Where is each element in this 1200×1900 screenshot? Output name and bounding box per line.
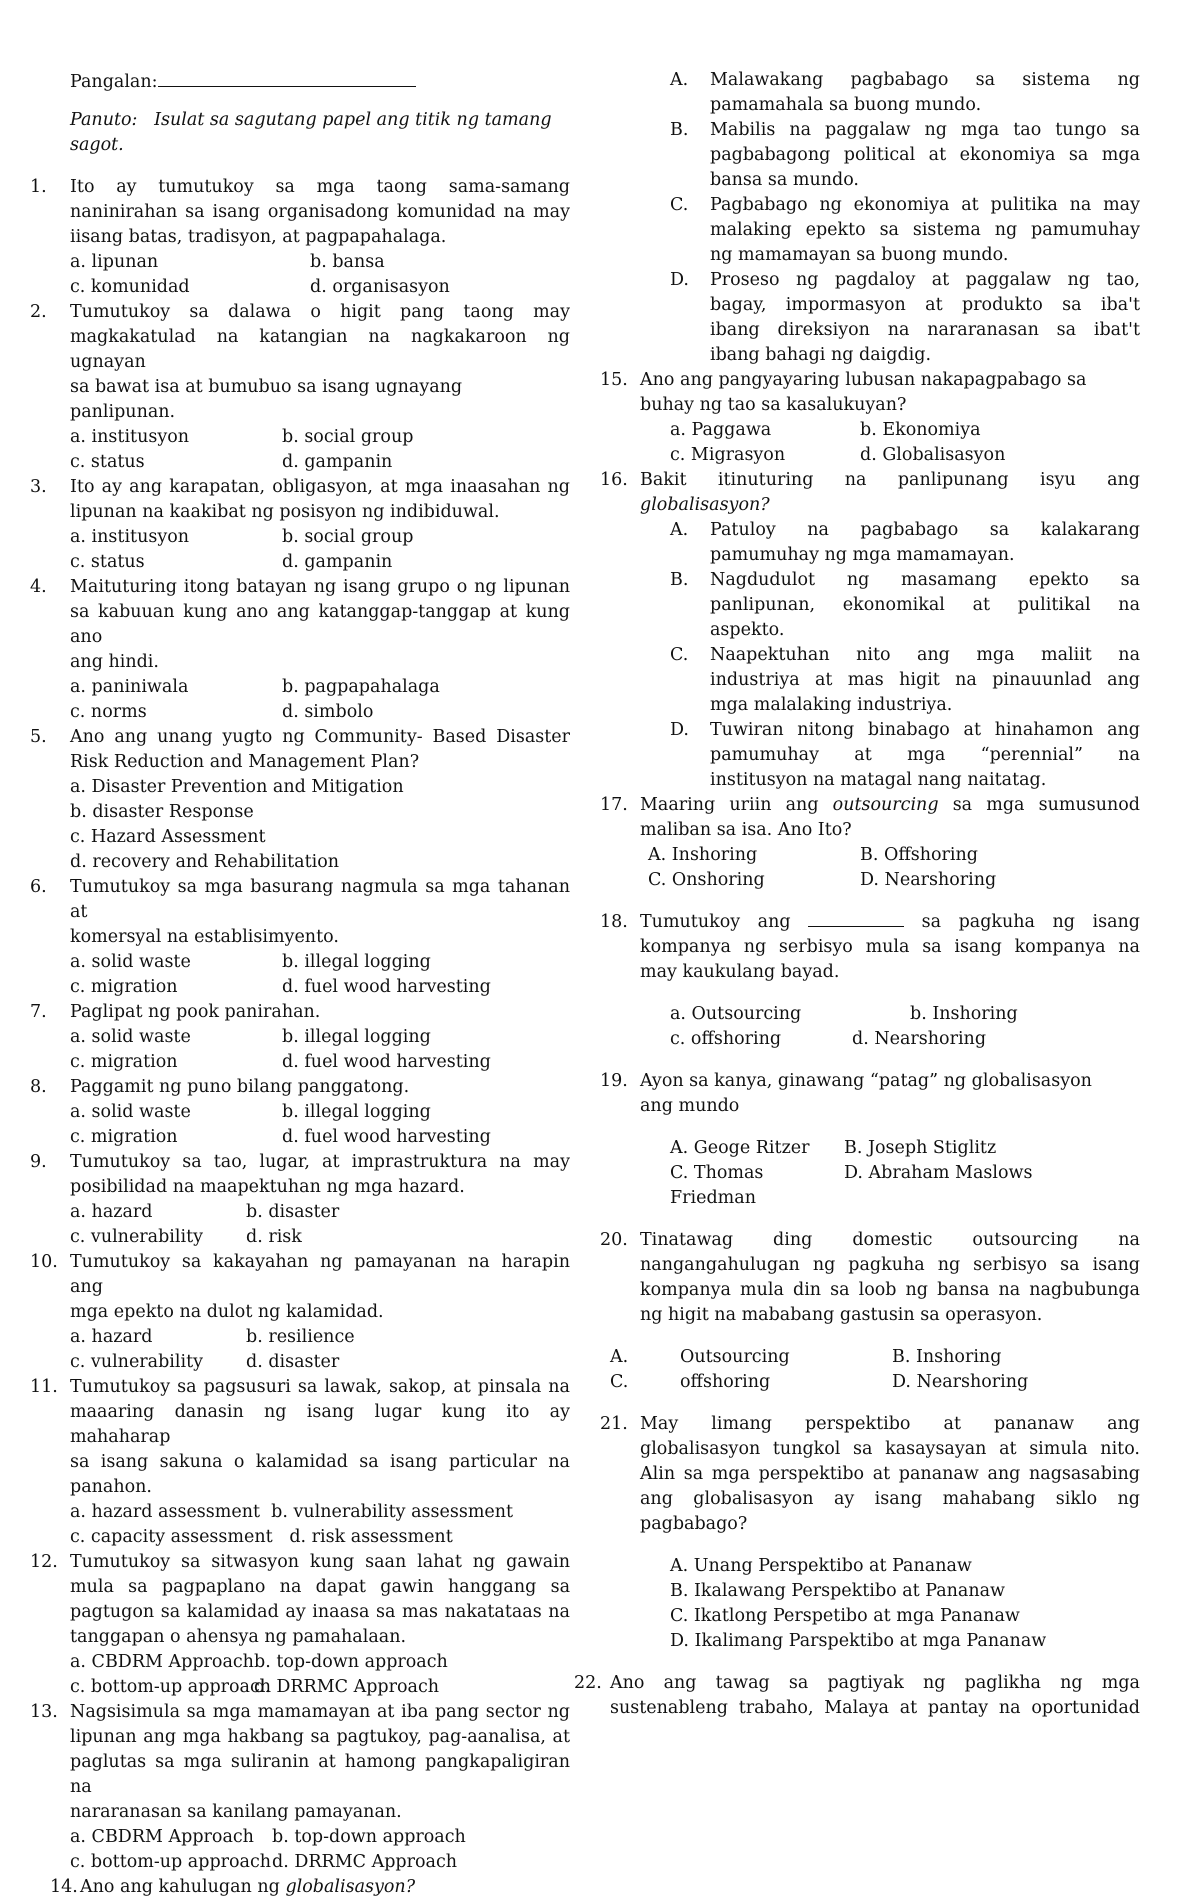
question-number: 5. bbox=[30, 727, 47, 747]
choice-text-block bbox=[710, 193, 1140, 268]
question-text: Tumutukoy ang bbox=[640, 912, 809, 932]
choice-letter: A. bbox=[610, 1347, 629, 1367]
choice[interactable]: C. Onshoring bbox=[648, 870, 765, 890]
choice[interactable]: B. Inshoring bbox=[892, 1347, 1002, 1367]
choice[interactable]: d. recovery and Rehabilitation bbox=[70, 852, 340, 872]
question-text-block bbox=[70, 1550, 570, 1650]
choice-text: ibang bahagi ng daigdig. bbox=[710, 345, 932, 365]
choice-letter: A. bbox=[670, 520, 689, 540]
question-16 bbox=[600, 468, 1140, 518]
choice[interactable]: d. gampanin bbox=[282, 552, 393, 572]
choice-option[interactable] bbox=[670, 568, 1140, 643]
question-number: 16. bbox=[600, 470, 628, 490]
question-text: Maituturing itong batayan ng isang grupo o ng lipunan bbox=[70, 577, 570, 597]
question-4-choices bbox=[70, 675, 570, 725]
right-column bbox=[574, 68, 1141, 1721]
question-text: sa pagkuha ng isang bbox=[904, 912, 1141, 932]
choice-option[interactable] bbox=[670, 68, 1140, 118]
choice[interactable]: d. gampanin bbox=[282, 452, 393, 472]
question-number: 11. bbox=[30, 1377, 58, 1397]
choice[interactable]: B. Offshoring bbox=[860, 845, 978, 865]
question-2-choices bbox=[70, 425, 570, 475]
choice[interactable]: a. CBDRM Approach bbox=[70, 1827, 254, 1847]
choice[interactable]: a. hazard bbox=[70, 1202, 153, 1222]
question-22 bbox=[574, 1671, 1140, 1721]
question-5-choices bbox=[70, 775, 570, 875]
question-text: sa kabuuan kung ano ang katanggap-tanggap at kung ano bbox=[70, 602, 570, 647]
choice[interactable]: B. Joseph Stiglitz bbox=[844, 1138, 997, 1158]
choice-text: Proseso ng pagdaloy at paggalaw ng tao, bbox=[710, 270, 1140, 290]
name-field bbox=[70, 68, 570, 95]
choice[interactable]: D. Abraham Maslows bbox=[844, 1163, 1033, 1183]
question-text: May limang perspektibo at pananaw ang bbox=[640, 1414, 1140, 1434]
choice[interactable]: d. simbolo bbox=[282, 702, 374, 722]
question-11-choices bbox=[70, 1500, 570, 1550]
question-text: Maaring uriin ang bbox=[640, 795, 833, 815]
choice[interactable]: a. Disaster Prevention and Mitigation bbox=[70, 777, 404, 797]
question-text: Alin sa mga perspektibo at pananaw ang nagsasabing bbox=[640, 1464, 1140, 1484]
question-12 bbox=[30, 1550, 570, 1650]
question-text: Ano ang kahulugan ng bbox=[80, 1877, 286, 1897]
choice-text: aspekto. bbox=[710, 620, 785, 640]
question-number: 19. bbox=[600, 1071, 628, 1091]
question-text: pagtugon sa kalamidad ay inaasa sa mas nakatataas na bbox=[70, 1602, 570, 1622]
directions-text-end: sagot. bbox=[70, 135, 124, 155]
question-number: 9. bbox=[30, 1152, 47, 1172]
question-text-block bbox=[70, 300, 570, 425]
choice[interactable]: b. illegal logging bbox=[282, 1102, 431, 1122]
question-text: Ano ang tawag sa pagtiyak ng paglikha ng mga bbox=[610, 1673, 1140, 1693]
question-text-block bbox=[70, 1700, 570, 1825]
question-text: Tumutukoy sa kakayahan ng pamayanan na harapin ang bbox=[70, 1252, 570, 1297]
question-2 bbox=[30, 300, 570, 425]
choice[interactable]: c. bottom-up approach bbox=[70, 1677, 272, 1697]
question-text: nangangahulugan ng pagkuha ng serbisyo sa isang bbox=[640, 1255, 1140, 1275]
question-text: maaaring danasin ng isang lugar kung ito ay mahaharap bbox=[70, 1402, 570, 1447]
choice[interactable]: d. fuel wood harvesting bbox=[282, 1052, 491, 1072]
choice-letter: B. bbox=[670, 570, 689, 590]
choice-text: Malawakang pagbabago sa sistema ng bbox=[710, 70, 1140, 90]
choice-text: ibang direksiyon na nararanasan sa ibat't bbox=[710, 320, 1140, 340]
choice[interactable]: b. illegal logging bbox=[282, 952, 431, 972]
choice-text: Nagdudulot ng masamang epekto sa bbox=[710, 570, 1140, 590]
question-text: ang hindi. bbox=[70, 652, 159, 672]
choice[interactable]: d. DRRMC Approach bbox=[254, 1677, 440, 1697]
choice[interactable]: d. Nearshoring bbox=[852, 1029, 987, 1049]
question-text: Ano ang unang yugto ng Community- Based Disaster bbox=[70, 727, 570, 747]
question-text: ng higit na mababang gastusin sa operasyon. bbox=[640, 1305, 1043, 1325]
choice[interactable]: a. solid waste bbox=[70, 1102, 191, 1122]
question-text: may kaukulang bayad. bbox=[640, 962, 840, 982]
question-19-choices bbox=[640, 1136, 1140, 1211]
question-20 bbox=[600, 1228, 1140, 1328]
question-text: komersyal na establisimyento. bbox=[70, 927, 339, 947]
choice[interactable]: c. status bbox=[70, 452, 145, 472]
choice[interactable]: b. top-down approach bbox=[254, 1652, 448, 1672]
question-3 bbox=[30, 475, 570, 525]
question-6-choices bbox=[70, 950, 570, 1000]
choice[interactable]: a. Paggawa bbox=[670, 420, 772, 440]
choice[interactable]: a. institusyon bbox=[70, 427, 190, 447]
choice[interactable]: D. Ikalimang Parspektibo at mga Pananaw bbox=[670, 1631, 1047, 1651]
question-text: posibilidad na maapektuhan ng mga hazard. bbox=[70, 1177, 465, 1197]
choice[interactable]: b. disaster Response bbox=[70, 802, 254, 822]
choice-text-block bbox=[710, 643, 1140, 718]
question-14 bbox=[50, 1875, 570, 1900]
question-16-choices bbox=[670, 518, 1140, 793]
question-8 bbox=[30, 1075, 570, 1100]
question-11 bbox=[30, 1375, 570, 1500]
question-12-choices bbox=[70, 1650, 570, 1700]
question-text: mga epekto na dulot ng kalamidad. bbox=[70, 1302, 384, 1322]
question-text: Paggamit ng puno bilang panggatong. bbox=[70, 1077, 410, 1097]
question-text: magkakatulad na katangian na nagkakaroon ng ugnayan bbox=[70, 327, 570, 372]
choice[interactable]: a. institusyon bbox=[70, 527, 190, 547]
question-number: 15. bbox=[600, 370, 628, 390]
question-5 bbox=[30, 725, 570, 775]
choice[interactable]: c. bottom-up approach bbox=[70, 1852, 272, 1872]
question-text: Risk Reduction and Management Plan? bbox=[70, 752, 420, 772]
question-text: ang mundo bbox=[640, 1096, 740, 1116]
question-text: ang globalisasyon ay isang mahabang siklo ng bbox=[640, 1489, 1140, 1509]
question-18 bbox=[600, 910, 1140, 985]
question-text-italic: outsourcing bbox=[832, 795, 939, 815]
question-text-italic: globalisasyon? bbox=[640, 495, 770, 515]
question-text-block bbox=[70, 1375, 570, 1500]
question-14-choices bbox=[670, 68, 1140, 368]
choice-option[interactable] bbox=[670, 268, 1140, 368]
question-text: kompanya ng serbisyo mula sa isang kompanya na bbox=[640, 937, 1140, 957]
choice-text: Patuloy na pagbabago sa kalakarang bbox=[710, 520, 1140, 540]
question-text: sa isang sakuna o kalamidad sa isang particular na bbox=[70, 1452, 570, 1472]
choice[interactable]: a. lipunan bbox=[70, 252, 159, 272]
question-6 bbox=[30, 875, 570, 950]
question-number: 14. bbox=[50, 1877, 78, 1897]
question-text: Tumutukoy sa sitwasyon kung saan lahat ng gawain bbox=[70, 1552, 570, 1572]
choice-letter: C. bbox=[670, 195, 689, 215]
choice[interactable]: d. Globalisasyon bbox=[860, 445, 1006, 465]
question-text: Ito ay ang karapatan, obligasyon, at mga inaasahan ng bbox=[70, 477, 570, 497]
choice[interactable]: b. Ekonomiya bbox=[860, 420, 981, 440]
choice[interactable]: b. illegal logging bbox=[282, 1027, 431, 1047]
choice[interactable]: b. top-down approach bbox=[272, 1827, 466, 1847]
question-1-choices bbox=[70, 250, 570, 300]
question-text: sa bawat isa at bumubuo sa isang ugnayang panlipunan. bbox=[70, 377, 463, 422]
question-text: Tumutukoy sa mga basurang nagmula sa mga tahanan at bbox=[70, 877, 570, 922]
question-text: lipunan ang mga hakbang sa pagtukoy, pag-aanalisa, at bbox=[70, 1727, 570, 1747]
question-text: Ito ay tumutukoy sa mga taong sama-samang bbox=[70, 177, 570, 197]
choice-text: pamumuhay at mga “perennial” na bbox=[710, 745, 1140, 765]
question-20-choices bbox=[610, 1345, 1140, 1395]
question-text: maliban sa isa. Ano Ito? bbox=[640, 820, 852, 840]
choice[interactable]: b. social group bbox=[282, 527, 414, 547]
question-number: 7. bbox=[30, 1002, 47, 1022]
question-text: Ayon sa kanya, ginawang “patag” ng globalisasyon bbox=[640, 1071, 1092, 1091]
choice-text: malaking epekto sa sistema ng pamumuhay bbox=[710, 220, 1140, 240]
choice-letter: D. bbox=[670, 720, 689, 740]
choice[interactable]: A. Inshoring bbox=[648, 845, 758, 865]
question-number: 18. bbox=[600, 912, 628, 932]
choice-option[interactable] bbox=[670, 518, 1140, 568]
directions-label: Panuto: bbox=[70, 110, 138, 130]
question-text: Paglipat ng pook panirahan. bbox=[70, 1002, 321, 1022]
question-text: buhay ng tao sa kasalukuyan? bbox=[640, 395, 907, 415]
choice-text-block bbox=[710, 68, 1140, 118]
question-number: 4. bbox=[30, 577, 47, 597]
choice-option[interactable] bbox=[670, 118, 1140, 193]
name-label: Pangalan: bbox=[70, 72, 158, 92]
choice[interactable]: D. Nearshoring bbox=[860, 870, 997, 890]
question-4 bbox=[30, 575, 570, 675]
question-text: naninirahan sa isang organisadong komunidad na may bbox=[70, 202, 570, 222]
choice[interactable]: b. pagpapahalaga bbox=[282, 677, 440, 697]
choice[interactable]: B. Ikalawang Perspektibo at Pananaw bbox=[670, 1581, 1006, 1601]
choice-text-block bbox=[710, 518, 1140, 568]
choice[interactable]: d. disaster bbox=[246, 1352, 340, 1372]
question-text: sa mga sumusunod bbox=[938, 795, 1140, 815]
choice-text-block bbox=[710, 268, 1140, 368]
choice-letter: C. bbox=[610, 1372, 629, 1392]
choice[interactable]: D. Nearshoring bbox=[892, 1372, 1029, 1392]
choice-option[interactable] bbox=[670, 643, 1140, 718]
choice[interactable]: C. Ikatlong Perspetibo at mga Pananaw bbox=[670, 1606, 1020, 1626]
question-text: Ano ang pangyayaring lubusan nakapagpabago sa bbox=[640, 370, 1087, 390]
choice[interactable]: d. organisasyon bbox=[310, 277, 450, 297]
choice[interactable]: a. solid waste bbox=[70, 1027, 191, 1047]
choice-option[interactable] bbox=[670, 193, 1140, 268]
choice[interactable]: c. komunidad bbox=[70, 277, 190, 297]
question-number: 8. bbox=[30, 1077, 47, 1097]
choice[interactable]: d. fuel wood harvesting bbox=[282, 977, 491, 997]
question-text: Nagsisimula sa mga mamamayan at iba pang sector ng bbox=[70, 1702, 570, 1722]
choice[interactable]: a. Outsourcing bbox=[670, 1004, 802, 1024]
choice[interactable]: d. risk bbox=[246, 1227, 302, 1247]
choice[interactable]: c. status bbox=[70, 552, 145, 572]
choice[interactable]: c. migration bbox=[70, 977, 178, 997]
question-number: 22. bbox=[574, 1673, 602, 1693]
question-text: pagbabago? bbox=[640, 1514, 748, 1534]
question-text-block bbox=[70, 725, 570, 775]
question-text: Tumutukoy sa pagsusuri sa lawak, sakop, at pinsala na bbox=[70, 1377, 570, 1397]
question-number: 1. bbox=[30, 177, 47, 197]
choice[interactable]: a. paniniwala bbox=[70, 677, 189, 697]
choice-text: panlipunan, ekonomikal at pulitikal na bbox=[710, 595, 1140, 615]
question-19 bbox=[600, 1069, 1140, 1119]
choice-text: pamumuhay ng mga mamamayan. bbox=[710, 545, 1015, 565]
directions bbox=[70, 108, 570, 158]
choice-text: Mabilis na paggalaw ng mga tao tungo sa bbox=[710, 120, 1140, 140]
question-number: 3. bbox=[30, 477, 47, 497]
question-number: 17. bbox=[600, 795, 628, 815]
question-text: Bakit itinuturing na panlipunang isyu ang bbox=[640, 470, 1140, 490]
choice-text: pamamahala sa buong mundo. bbox=[710, 95, 982, 115]
question-text: Tinatawag ding domestic outsourcing na bbox=[640, 1230, 1140, 1250]
choice[interactable]: c. offshoring bbox=[670, 1029, 782, 1049]
directions-text: Isulat sa sagutang papel ang titik ng tamang bbox=[154, 110, 552, 130]
question-text-block bbox=[70, 575, 570, 675]
question-15 bbox=[600, 368, 1140, 418]
question-1 bbox=[30, 175, 570, 250]
question-number: 2. bbox=[30, 302, 47, 322]
question-9-choices bbox=[70, 1200, 570, 1250]
question-21-choices bbox=[670, 1554, 1140, 1654]
choice-letter: B. bbox=[670, 120, 689, 140]
choice-text: ng mamamayan sa buong mundo. bbox=[710, 245, 1009, 265]
choice-text: institusyon na matagal nang naitatag. bbox=[710, 770, 1047, 790]
question-text: nararanasan sa kanilang pamayanan. bbox=[70, 1802, 402, 1822]
choice-text: industriya at mas higit na pinauunlad ang bbox=[710, 670, 1140, 690]
choice[interactable]: b. disaster bbox=[246, 1202, 340, 1222]
question-text-italic: globalisasyon? bbox=[285, 1877, 416, 1897]
question-10 bbox=[30, 1250, 570, 1325]
choice[interactable]: c. vulnerability bbox=[70, 1352, 204, 1372]
question-13-choices bbox=[70, 1825, 570, 1875]
question-text: kompanya mula din sa loob ng bansa na nagbubunga bbox=[640, 1280, 1140, 1300]
question-text: Tumutukoy sa dalawa o higit pang taong may bbox=[70, 302, 570, 322]
question-number: 21. bbox=[600, 1414, 628, 1434]
choice-text: bagay, impormasyon at produkto sa iba't bbox=[710, 295, 1140, 315]
question-7 bbox=[30, 1000, 570, 1025]
choice-text-block bbox=[710, 118, 1140, 193]
question-text-block bbox=[70, 1075, 570, 1100]
choice[interactable]: b. resilience bbox=[246, 1327, 355, 1347]
choice[interactable]: c. Migrasyon bbox=[670, 445, 786, 465]
question-text: mula sa pagpaplano na dapat gawin hanggang sa bbox=[70, 1577, 570, 1597]
choice[interactable]: c. norms bbox=[70, 702, 147, 722]
choice-text-block bbox=[710, 718, 1140, 793]
question-13 bbox=[30, 1700, 570, 1825]
question-text-block bbox=[70, 1000, 570, 1025]
choice[interactable]: Outsourcing bbox=[680, 1347, 790, 1367]
choice-text-block bbox=[710, 568, 1140, 643]
choice-letter: A. bbox=[670, 70, 689, 90]
question-7-choices bbox=[70, 1025, 570, 1075]
choice[interactable]: C. Thomas Friedman bbox=[670, 1163, 764, 1208]
question-number: 13. bbox=[30, 1702, 58, 1722]
choice-option[interactable] bbox=[670, 718, 1140, 793]
question-9 bbox=[30, 1150, 570, 1200]
question-18-choices bbox=[640, 1002, 1140, 1052]
question-number: 20. bbox=[600, 1230, 628, 1250]
choice-text: bansa sa mundo. bbox=[710, 170, 859, 190]
choice-text: Tuwiran nitong binabago at hinahamon ang bbox=[710, 720, 1140, 740]
choice[interactable]: a. hazard assessment b. vulnerability assessment bbox=[70, 1502, 514, 1522]
question-text-block bbox=[70, 475, 570, 525]
choice[interactable]: b. Inshoring bbox=[910, 1004, 1018, 1024]
name-blank-line[interactable] bbox=[158, 68, 416, 87]
choice[interactable]: a. CBDRM Approach bbox=[70, 1652, 254, 1672]
answer-blank bbox=[808, 910, 904, 927]
choice[interactable]: b. social group bbox=[282, 427, 414, 447]
question-8-choices bbox=[70, 1100, 570, 1150]
choice-text: mga malalaking industriya. bbox=[710, 695, 953, 715]
choice[interactable]: c. migration bbox=[70, 1052, 178, 1072]
left-question-list bbox=[30, 175, 570, 1875]
choice[interactable]: a. solid waste bbox=[70, 952, 191, 972]
question-text: iisang batas, tradisyon, at pagpapahalaga. bbox=[70, 227, 447, 247]
question-text-block bbox=[70, 875, 570, 950]
question-17 bbox=[600, 793, 1140, 843]
choice[interactable]: A. Geoge Ritzer bbox=[670, 1138, 810, 1158]
choice[interactable]: d. DRRMC Approach bbox=[272, 1852, 458, 1872]
question-text-block bbox=[70, 1250, 570, 1325]
choice[interactable]: A. Unang Perspektibo at Pananaw bbox=[670, 1556, 972, 1576]
choice-letter: C. bbox=[670, 645, 689, 665]
question-number: 10. bbox=[30, 1252, 58, 1272]
choice[interactable]: c. capacity assessment d. risk assessment bbox=[70, 1527, 453, 1547]
choice-letter: D. bbox=[670, 270, 689, 290]
question-15-choices bbox=[640, 418, 1140, 468]
choice[interactable]: c. migration bbox=[70, 1127, 178, 1147]
question-text: tanggapan o ahensya ng pamahalaan. bbox=[70, 1627, 407, 1647]
question-text: Tumutukoy sa tao, lugar, at imprastruktura na may bbox=[70, 1152, 570, 1172]
question-10-choices bbox=[70, 1325, 570, 1375]
choice[interactable]: offshoring bbox=[680, 1372, 771, 1392]
question-text-block bbox=[70, 1150, 570, 1200]
choice[interactable]: a. hazard bbox=[70, 1327, 153, 1347]
question-text: panahon. bbox=[70, 1477, 152, 1497]
choice[interactable]: c. vulnerability bbox=[70, 1227, 204, 1247]
choice[interactable]: c. Hazard Assessment bbox=[70, 827, 266, 847]
question-17-choices bbox=[640, 843, 1140, 893]
question-number: 12. bbox=[30, 1552, 58, 1572]
question-text: lipunan na kaakibat ng posisyon ng indibiduwal. bbox=[70, 502, 500, 522]
left-column bbox=[30, 68, 570, 1900]
choice-text: pagbabagong political at ekonomiya sa mga bbox=[710, 145, 1140, 165]
choice-text: Naapektuhan nito ang mga maliit na bbox=[710, 645, 1140, 665]
question-3-choices bbox=[70, 525, 570, 575]
question-text: globalisasyon tungkol sa kasaysayan at simula nito. bbox=[640, 1439, 1140, 1459]
question-text: paglutas sa mga suliranin at hamong pangkapaligiran na bbox=[70, 1752, 570, 1797]
question-text: sustenableng trabaho, Malaya at pantay na oportunidad bbox=[610, 1698, 1140, 1718]
choice[interactable]: b. bansa bbox=[310, 252, 385, 272]
choice[interactable]: d. fuel wood harvesting bbox=[282, 1127, 491, 1147]
question-21 bbox=[600, 1412, 1140, 1537]
choice-text: Pagbabago ng ekonomiya at pulitika na may bbox=[710, 195, 1140, 215]
question-text-block bbox=[70, 175, 570, 250]
question-number: 6. bbox=[30, 877, 47, 897]
